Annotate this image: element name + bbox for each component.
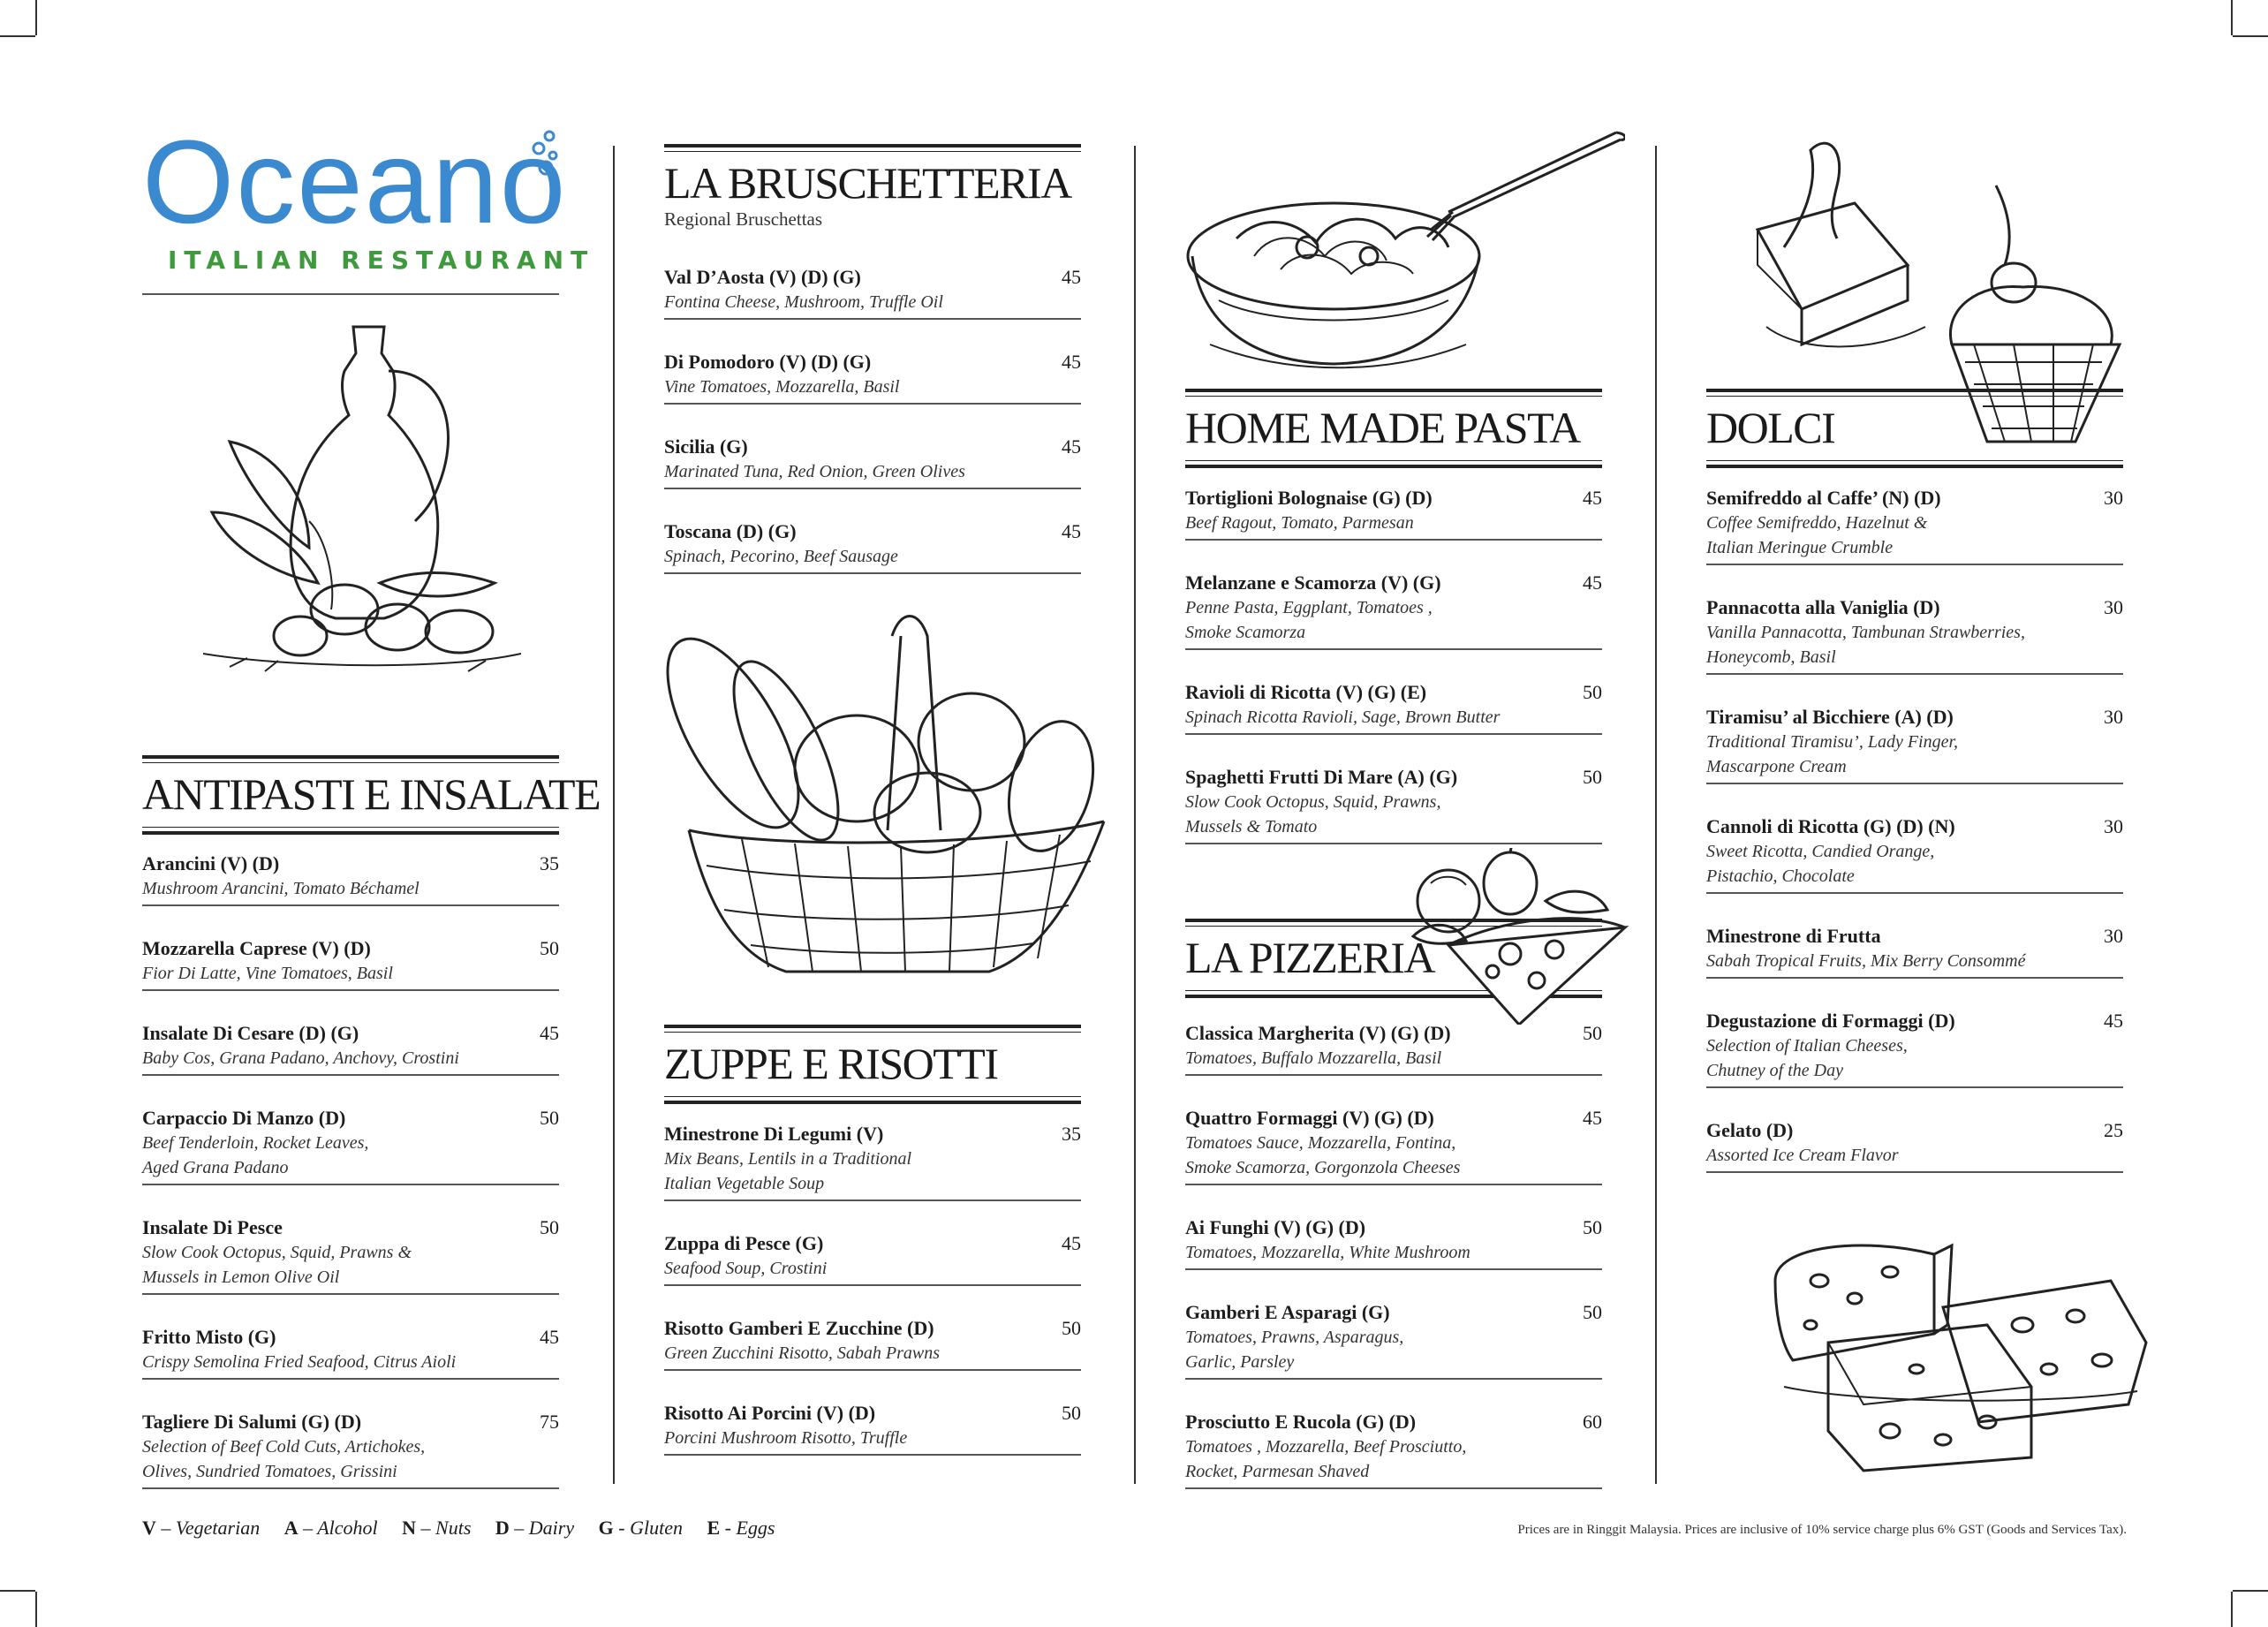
section-header-zuppe [664, 1025, 1081, 1104]
item-name: Arancini (V) (D) [142, 852, 280, 874]
menu-item [142, 1410, 559, 1489]
item-desc: Italian Vegetable Soup [664, 1174, 825, 1193]
price-note: Prices are in Ringgit Malaysia. Prices are inclusive of 10% service charge plus 6% GST (Goods and Services Tax). [1517, 1523, 2127, 1537]
item-desc: Coffee Semifreddo, Hazelnut & [1706, 513, 1928, 533]
item-name: Risotto Gamberi E Zucchine (D) [664, 1317, 934, 1339]
menu-item [142, 936, 559, 991]
menu-item [664, 350, 1081, 405]
bubbles-icon [530, 129, 565, 182]
menu-item [1185, 765, 1602, 844]
item-desc: Slow Cook Octopus, Squid, Prawns & [142, 1243, 412, 1262]
section-header-antipasti [142, 755, 601, 835]
item-desc: Porcini Mushroom Risotto, Truffle [664, 1428, 908, 1448]
crop-mark [0, 35, 35, 37]
item-desc: Sabah Tropical Fruits, Mix Berry Consommé [1706, 951, 2026, 971]
item-price: 30 [2104, 706, 2123, 728]
item-desc: Mussels in Lemon Olive Oil [142, 1268, 340, 1287]
menu-item [1706, 1009, 2123, 1088]
menu-item [142, 1106, 559, 1185]
item-desc: Baby Cos, Grana Padano, Anchovy, Crostini [142, 1048, 459, 1068]
menu-item [142, 1021, 559, 1076]
menu-item [1185, 1215, 1602, 1270]
item-desc: Tomatoes Sauce, Mozzarella, Fontina, [1185, 1133, 1456, 1153]
crop-mark [35, 0, 37, 35]
legend-label: - Eggs [720, 1517, 775, 1539]
column-divider [613, 146, 615, 1484]
item-desc: Vanilla Pannacotta, Tambunan Strawberries, [1706, 623, 2025, 642]
item-price: 50 [1583, 1216, 1602, 1238]
menu-item [1706, 595, 2123, 675]
item-name: Tiramisu’ al Bicchiere (A) (D) [1706, 706, 1954, 728]
item-price: 45 [2104, 1010, 2123, 1032]
item-desc: Olives, Sundried Tomatoes, Grissini [142, 1462, 397, 1481]
item-name: Minestrone Di Legumi (V) [664, 1123, 884, 1145]
section-header-dolci [1706, 389, 2123, 468]
item-name: Pannacotta alla Vaniglia (D) [1706, 596, 1940, 618]
dietary-legend [142, 1517, 794, 1540]
menu-item [664, 265, 1081, 320]
item-price: 45 [1062, 435, 1081, 458]
item-desc: Green Zucchini Risotto, Sabah Prawns [664, 1343, 941, 1363]
item-desc: Selection of Beef Cold Cuts, Artichokes, [142, 1437, 426, 1457]
item-name: Ai Funghi (V) (G) (D) [1185, 1216, 1366, 1238]
item-desc: Sweet Ricotta, Candied Orange, [1706, 842, 1935, 861]
item-name: Zuppa di Pesce (G) [664, 1232, 824, 1254]
menu-item [1706, 814, 2123, 894]
menu-item [142, 1215, 559, 1295]
item-desc: Beef Tenderloin, Rocket Leaves, [142, 1133, 369, 1153]
menu-item [1706, 486, 2123, 565]
crop-mark [2233, 35, 2268, 37]
item-price: 30 [2104, 596, 2123, 618]
item-desc: Crispy Semolina Fried Seafood, Citrus Aioli [142, 1352, 457, 1372]
menu-item [664, 1231, 1081, 1286]
item-name: Sicilia (G) [664, 435, 748, 458]
item-name: Tagliere Di Salumi (G) (D) [142, 1411, 362, 1433]
item-price: 45 [1583, 487, 1602, 509]
item-price: 50 [540, 937, 559, 959]
item-desc: Tomatoes, Mozzarella, White Mushroom [1185, 1243, 1470, 1262]
item-desc: Tomatoes , Mozzarella, Beef Prosciutto, [1185, 1437, 1467, 1457]
item-price: 50 [1062, 1317, 1081, 1339]
section-title: LA BRUSCHETTERIA [664, 158, 1071, 208]
item-price: 45 [1062, 351, 1081, 373]
item-desc: Rocket, Parmesan Shaved [1185, 1462, 1370, 1481]
crop-mark [35, 1592, 37, 1627]
legend-key: V [142, 1517, 156, 1539]
legend-key: A [284, 1517, 299, 1539]
crop-mark [2231, 0, 2233, 35]
item-desc: Selection of Italian Cheeses, [1706, 1036, 1908, 1056]
item-desc: Spinach Ricotta Ravioli, Sage, Brown Butter [1185, 708, 1501, 727]
item-desc: Spinach, Pecorino, Beef Sausage [664, 547, 898, 566]
item-desc: Fontina Cheese, Mushroom, Truffle Oil [664, 292, 943, 312]
menu-item [1185, 1410, 1602, 1489]
menu-item [1185, 486, 1602, 541]
item-name: Insalate Di Cesare (D) (G) [142, 1022, 359, 1044]
menu-item [664, 519, 1081, 574]
section-subtitle: Regional Bruschettas [664, 208, 823, 230]
item-desc: Mushroom Arancini, Tomato Béchamel [142, 879, 420, 898]
section-title: LA PIZZERIA [1185, 933, 1435, 982]
item-price: 45 [1062, 266, 1081, 288]
item-price: 25 [2104, 1119, 2123, 1141]
item-price: 30 [2104, 925, 2123, 947]
menu-item [1185, 571, 1602, 650]
crop-mark [2233, 1590, 2268, 1592]
item-name: Minestrone di Frutta [1706, 925, 1881, 947]
item-name: Semifreddo al Caffe’ (N) (D) [1706, 487, 1941, 509]
menu-item [1185, 680, 1602, 735]
item-desc: Vine Tomatoes, Mozzarella, Basil [664, 377, 900, 397]
item-desc: Garlic, Parsley [1185, 1352, 1295, 1372]
item-desc: Seafood Soup, Crostini [664, 1259, 828, 1278]
item-desc: Tomatoes, Prawns, Asparagus, [1185, 1328, 1404, 1347]
bread-basket-icon [636, 609, 1113, 989]
item-name: Degustazione di Formaggi (D) [1706, 1010, 1955, 1032]
legend-label: – Alcohol [298, 1517, 378, 1539]
item-price: 35 [540, 852, 559, 874]
legend-label: – Vegetarian [155, 1517, 261, 1539]
item-desc: Beef Ragout, Tomato, Parmesan [1185, 513, 1414, 533]
item-desc: Chutney of the Day [1706, 1061, 1843, 1080]
item-desc: Mix Beans, Lentils in a Traditional [664, 1149, 912, 1169]
item-name: Prosciutto E Rucola (G) (D) [1185, 1411, 1417, 1433]
item-desc: Aged Grana Padano [142, 1158, 289, 1177]
item-name: Spaghetti Frutti Di Mare (A) (G) [1185, 766, 1458, 788]
item-desc: Smoke Scamorza [1185, 623, 1306, 642]
menu-item [1706, 1118, 2123, 1173]
item-price: 60 [1583, 1411, 1602, 1433]
item-name: Insalate Di Pesce [142, 1216, 283, 1238]
item-price: 45 [540, 1022, 559, 1044]
legend-key: N [402, 1517, 417, 1539]
item-price: 50 [1583, 1301, 1602, 1323]
section-title: DOLCI [1706, 403, 1835, 452]
item-price: 45 [1583, 1107, 1602, 1129]
item-price: 35 [1062, 1123, 1081, 1145]
menu-item [1706, 705, 2123, 784]
legend-key: E [707, 1517, 721, 1539]
item-price: 30 [2104, 815, 2123, 837]
item-name: Ravioli di Ricotta (V) (G) (E) [1185, 681, 1427, 703]
menu-item [664, 1401, 1081, 1456]
menu-item [664, 1122, 1081, 1201]
item-desc: Mascarpone Cream [1706, 757, 1847, 776]
section-title: HOME MADE PASTA [1185, 403, 1580, 452]
menu-item [1706, 924, 2123, 979]
crop-mark [2231, 1592, 2233, 1627]
item-name: Classica Margherita (V) (G) (D) [1185, 1022, 1451, 1044]
menu-item [664, 1316, 1081, 1371]
menu-item [1185, 1021, 1602, 1076]
legend-label: – Dairy [509, 1517, 575, 1539]
item-name: Mozzarella Caprese (V) (D) [142, 937, 371, 959]
item-desc: Fior Di Latte, Vine Tomatoes, Basil [142, 964, 393, 983]
item-desc: Slow Cook Octopus, Squid, Prawns, [1185, 792, 1441, 812]
item-desc: Traditional Tiramisu’, Lady Finger, [1706, 732, 1959, 752]
item-desc: Italian Meringue Crumble [1706, 538, 1894, 557]
legend-key: G [598, 1517, 614, 1539]
menu-item [142, 1325, 559, 1380]
item-name: Val D’Aosta (V) (D) (G) [664, 266, 861, 288]
item-price: 30 [2104, 487, 2123, 509]
column-divider [1655, 146, 1657, 1484]
cheese-wedges-icon [1758, 1228, 2155, 1475]
item-price: 45 [1062, 520, 1081, 542]
item-price: 50 [1062, 1402, 1081, 1424]
section-header-bruschetteria [664, 144, 1081, 231]
item-desc: Penne Pasta, Eggplant, Tomatoes , [1185, 598, 1433, 617]
menu-item [1185, 1106, 1602, 1185]
section-header-pasta [1185, 389, 1602, 468]
brand-subtitle: ITALIAN RESTAURANT [168, 246, 595, 275]
brand-logo: Oceano [142, 117, 568, 248]
section-title: ZUPPE E RISOTTI [664, 1039, 998, 1088]
item-desc: Tomatoes, Buffalo Mozzarella, Basil [1185, 1048, 1442, 1068]
column-divider [1134, 146, 1136, 1484]
item-desc: Marinated Tuna, Red Onion, Green Olives [664, 462, 965, 481]
item-name: Fritto Misto (G) [142, 1326, 276, 1348]
item-desc: Assorted Ice Cream Flavor [1706, 1146, 1899, 1165]
item-name: Toscana (D) (G) [664, 520, 797, 542]
item-desc: Honeycomb, Basil [1706, 647, 1836, 667]
item-price: 45 [1062, 1232, 1081, 1254]
legend-label: – Nuts [416, 1517, 472, 1539]
menu-item [142, 851, 559, 906]
item-name: Gelato (D) [1706, 1119, 1794, 1141]
legend-key: D [495, 1517, 510, 1539]
item-name: Quattro Formaggi (V) (G) (D) [1185, 1107, 1434, 1129]
item-name: Di Pomodoro (V) (D) (G) [664, 351, 872, 373]
section-title: ANTIPASTI E INSALATE [142, 769, 601, 819]
menu-item [664, 435, 1081, 489]
item-price: 50 [1583, 681, 1602, 703]
item-desc: Mussels & Tomato [1185, 817, 1318, 836]
item-price: 45 [540, 1326, 559, 1348]
item-price: 45 [1583, 571, 1602, 594]
item-price: 50 [540, 1107, 559, 1129]
item-name: Gamberi E Asparagi (G) [1185, 1301, 1390, 1323]
item-price: 50 [1583, 1022, 1602, 1044]
item-name: Cannoli di Ricotta (G) (D) (N) [1706, 815, 1955, 837]
menu-item [1185, 1300, 1602, 1380]
legend-label: - Gluten [613, 1517, 683, 1539]
item-name: Risotto Ai Porcini (V) (D) [664, 1402, 876, 1424]
logo-divider [142, 293, 559, 295]
item-name: Tortiglioni Bolognaise (G) (D) [1185, 487, 1433, 509]
item-price: 75 [540, 1411, 559, 1433]
item-desc: Smoke Scamorza, Gorgonzola Cheeses [1185, 1158, 1461, 1177]
pasta-bowl-icon [1183, 124, 1625, 380]
pizza-slice-icon [1395, 848, 1643, 1025]
crop-mark [0, 1590, 35, 1592]
item-price: 50 [1583, 766, 1602, 788]
item-price: 50 [540, 1216, 559, 1238]
item-desc: Pistachio, Chocolate [1706, 866, 1855, 886]
olive-oil-jug-icon [177, 318, 548, 689]
item-name: Melanzane e Scamorza (V) (G) [1185, 571, 1441, 594]
item-name: Carpaccio Di Manzo (D) [142, 1107, 346, 1129]
